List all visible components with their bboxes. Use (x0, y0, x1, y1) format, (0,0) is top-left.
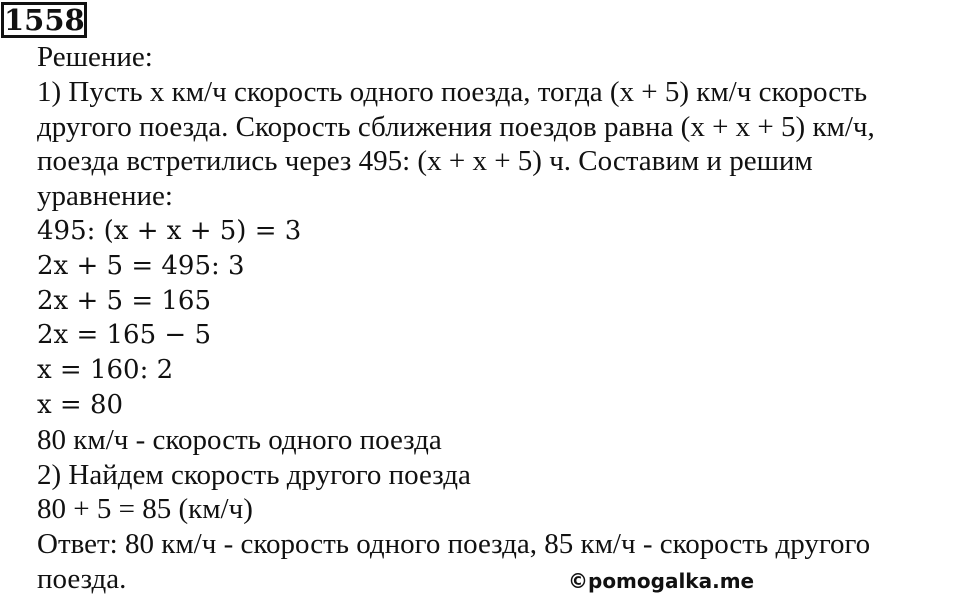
answer-line: Ответ: 80 км/ч - скорость одного поезда, 85 км/ч - скорость другого (37, 528, 871, 561)
solution-line: поезда встретились через 495: (x + x + 5) ч. Составим и решим (37, 145, 813, 178)
solution-line: 1) Пусть x км/ч скорость одного поезда, тогда (x + 5) км/ч скорость (37, 75, 868, 108)
solution-heading: Решение: (37, 41, 153, 73)
equation-line: 2x + 5 = 165 (37, 285, 212, 316)
equation-line: 80 + 5 = 85 (км/ч) (37, 493, 253, 526)
solution-line: другого поезда. Скорость сближения поездов равна (x + x + 5) км/ч, (37, 110, 875, 143)
equation-line: 495: (x + x + 5) = 3 (37, 215, 302, 246)
solution-text (37, 40, 957, 597)
problem-number-box: 1558 (1, 2, 87, 38)
equation-line: x = 80 (37, 389, 124, 420)
equation-line: x = 160: 2 (37, 355, 174, 386)
equation-line: 2x + 5 = 495: 3 (37, 250, 245, 281)
solution-line: 80 км/ч - скорость одного поезда (37, 423, 442, 456)
equation-line: 2x = 165 − 5 (37, 320, 212, 351)
answer-line: поезда. (37, 562, 127, 595)
watermark: ©pomogalka.me (568, 569, 755, 593)
solution-line: 2) Найдем скорость другого поезда (37, 458, 471, 491)
solution-line: уравнение: (37, 180, 173, 213)
